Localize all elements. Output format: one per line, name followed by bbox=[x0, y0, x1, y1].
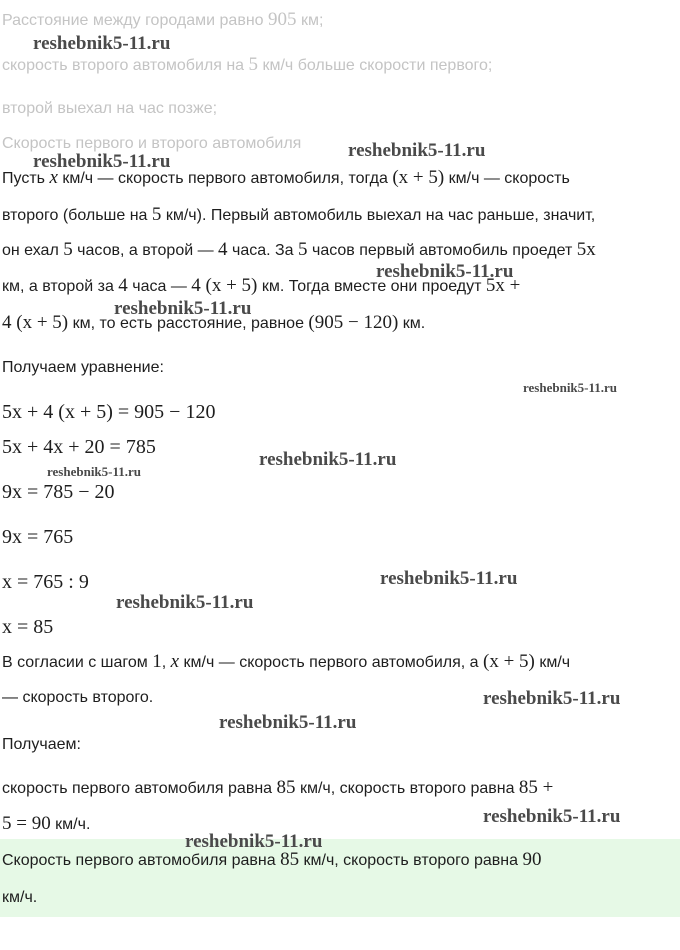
equation-3: 9x = 785 − 20 bbox=[2, 481, 115, 503]
watermark: reshebnik5-11.ru bbox=[348, 140, 486, 161]
solution-line-1: Пусть x км/ч — скорость первого автомобиля, тогда (x + 5) км/ч — скорость bbox=[2, 167, 570, 188]
solution-line-2: второго (больше на 5 км/ч). Первый автомобиль выехал на час раньше, значит, bbox=[2, 204, 596, 225]
conclusion-line-2: — скорость второго. bbox=[2, 689, 154, 706]
watermark: reshebnik5-11.ru bbox=[116, 592, 254, 613]
solution-line-5: 4 (x + 5) км, то есть расстояние, равное (905 − 120) км. bbox=[2, 312, 426, 333]
condition-distance: Расстояние между городами равно 905 км; bbox=[2, 9, 324, 30]
equation-intro: Получаем уравнение: bbox=[2, 359, 164, 376]
condition-speed-difference: скорость второго автомобиля на 5 км/ч больше скорости первого; bbox=[2, 54, 493, 75]
watermark: reshebnik5-11.ru bbox=[483, 806, 621, 827]
solution-line-3: он ехал 5 часов, а второй — 4 часа. За 5 часов первый автомобиль проедет 5x bbox=[2, 239, 596, 260]
watermark: reshebnik5-11.ru bbox=[376, 261, 514, 282]
watermark: reshebnik5-11.ru bbox=[523, 380, 618, 395]
watermark: reshebnik5-11.ru bbox=[114, 298, 252, 319]
watermark: reshebnik5-11.ru bbox=[185, 831, 323, 852]
watermark: reshebnik5-11.ru bbox=[380, 568, 518, 589]
equation-2: 5x + 4x + 20 = 785 bbox=[2, 436, 156, 458]
watermark: reshebnik5-11.ru bbox=[219, 712, 357, 733]
answer-line-1: Скорость первого автомобиля равна 85 км/ч, скорость второго равна 90 bbox=[2, 849, 542, 870]
solution-line-4: км, а второй за 4 часа — 4 (x + 5) км. Тогда вместе они проедут 5x + bbox=[2, 275, 521, 296]
watermark: reshebnik5-11.ru bbox=[33, 33, 171, 54]
condition-departure: второй выехал на час позже; bbox=[2, 100, 218, 117]
equation-1: 5x + 4 (x + 5) = 905 − 120 bbox=[2, 401, 216, 423]
watermark: reshebnik5-11.ru bbox=[259, 449, 397, 470]
watermark: reshebnik5-11.ru bbox=[47, 464, 142, 479]
equation-6: x = 85 bbox=[2, 616, 54, 638]
condition-question: Скорость первого и второго автомобиля bbox=[2, 135, 302, 152]
conclusion-line-1: В согласии с шагом 1, x км/ч — скорость первого автомобиля, а (x + 5) км/ч bbox=[2, 651, 571, 672]
equation-5: x = 765 : 9 bbox=[2, 571, 89, 593]
result-line-2: 5 = 90 км/ч. bbox=[2, 813, 91, 834]
answer-line-2: км/ч. bbox=[2, 889, 38, 906]
result-intro: Получаем: bbox=[2, 736, 81, 753]
watermark: reshebnik5-11.ru bbox=[483, 688, 621, 709]
equation-4: 9x = 765 bbox=[2, 526, 74, 548]
result-line-1: скорость первого автомобиля равна 85 км/ч, скорость второго равна 85 + bbox=[2, 777, 554, 798]
watermark: reshebnik5-11.ru bbox=[33, 151, 171, 172]
